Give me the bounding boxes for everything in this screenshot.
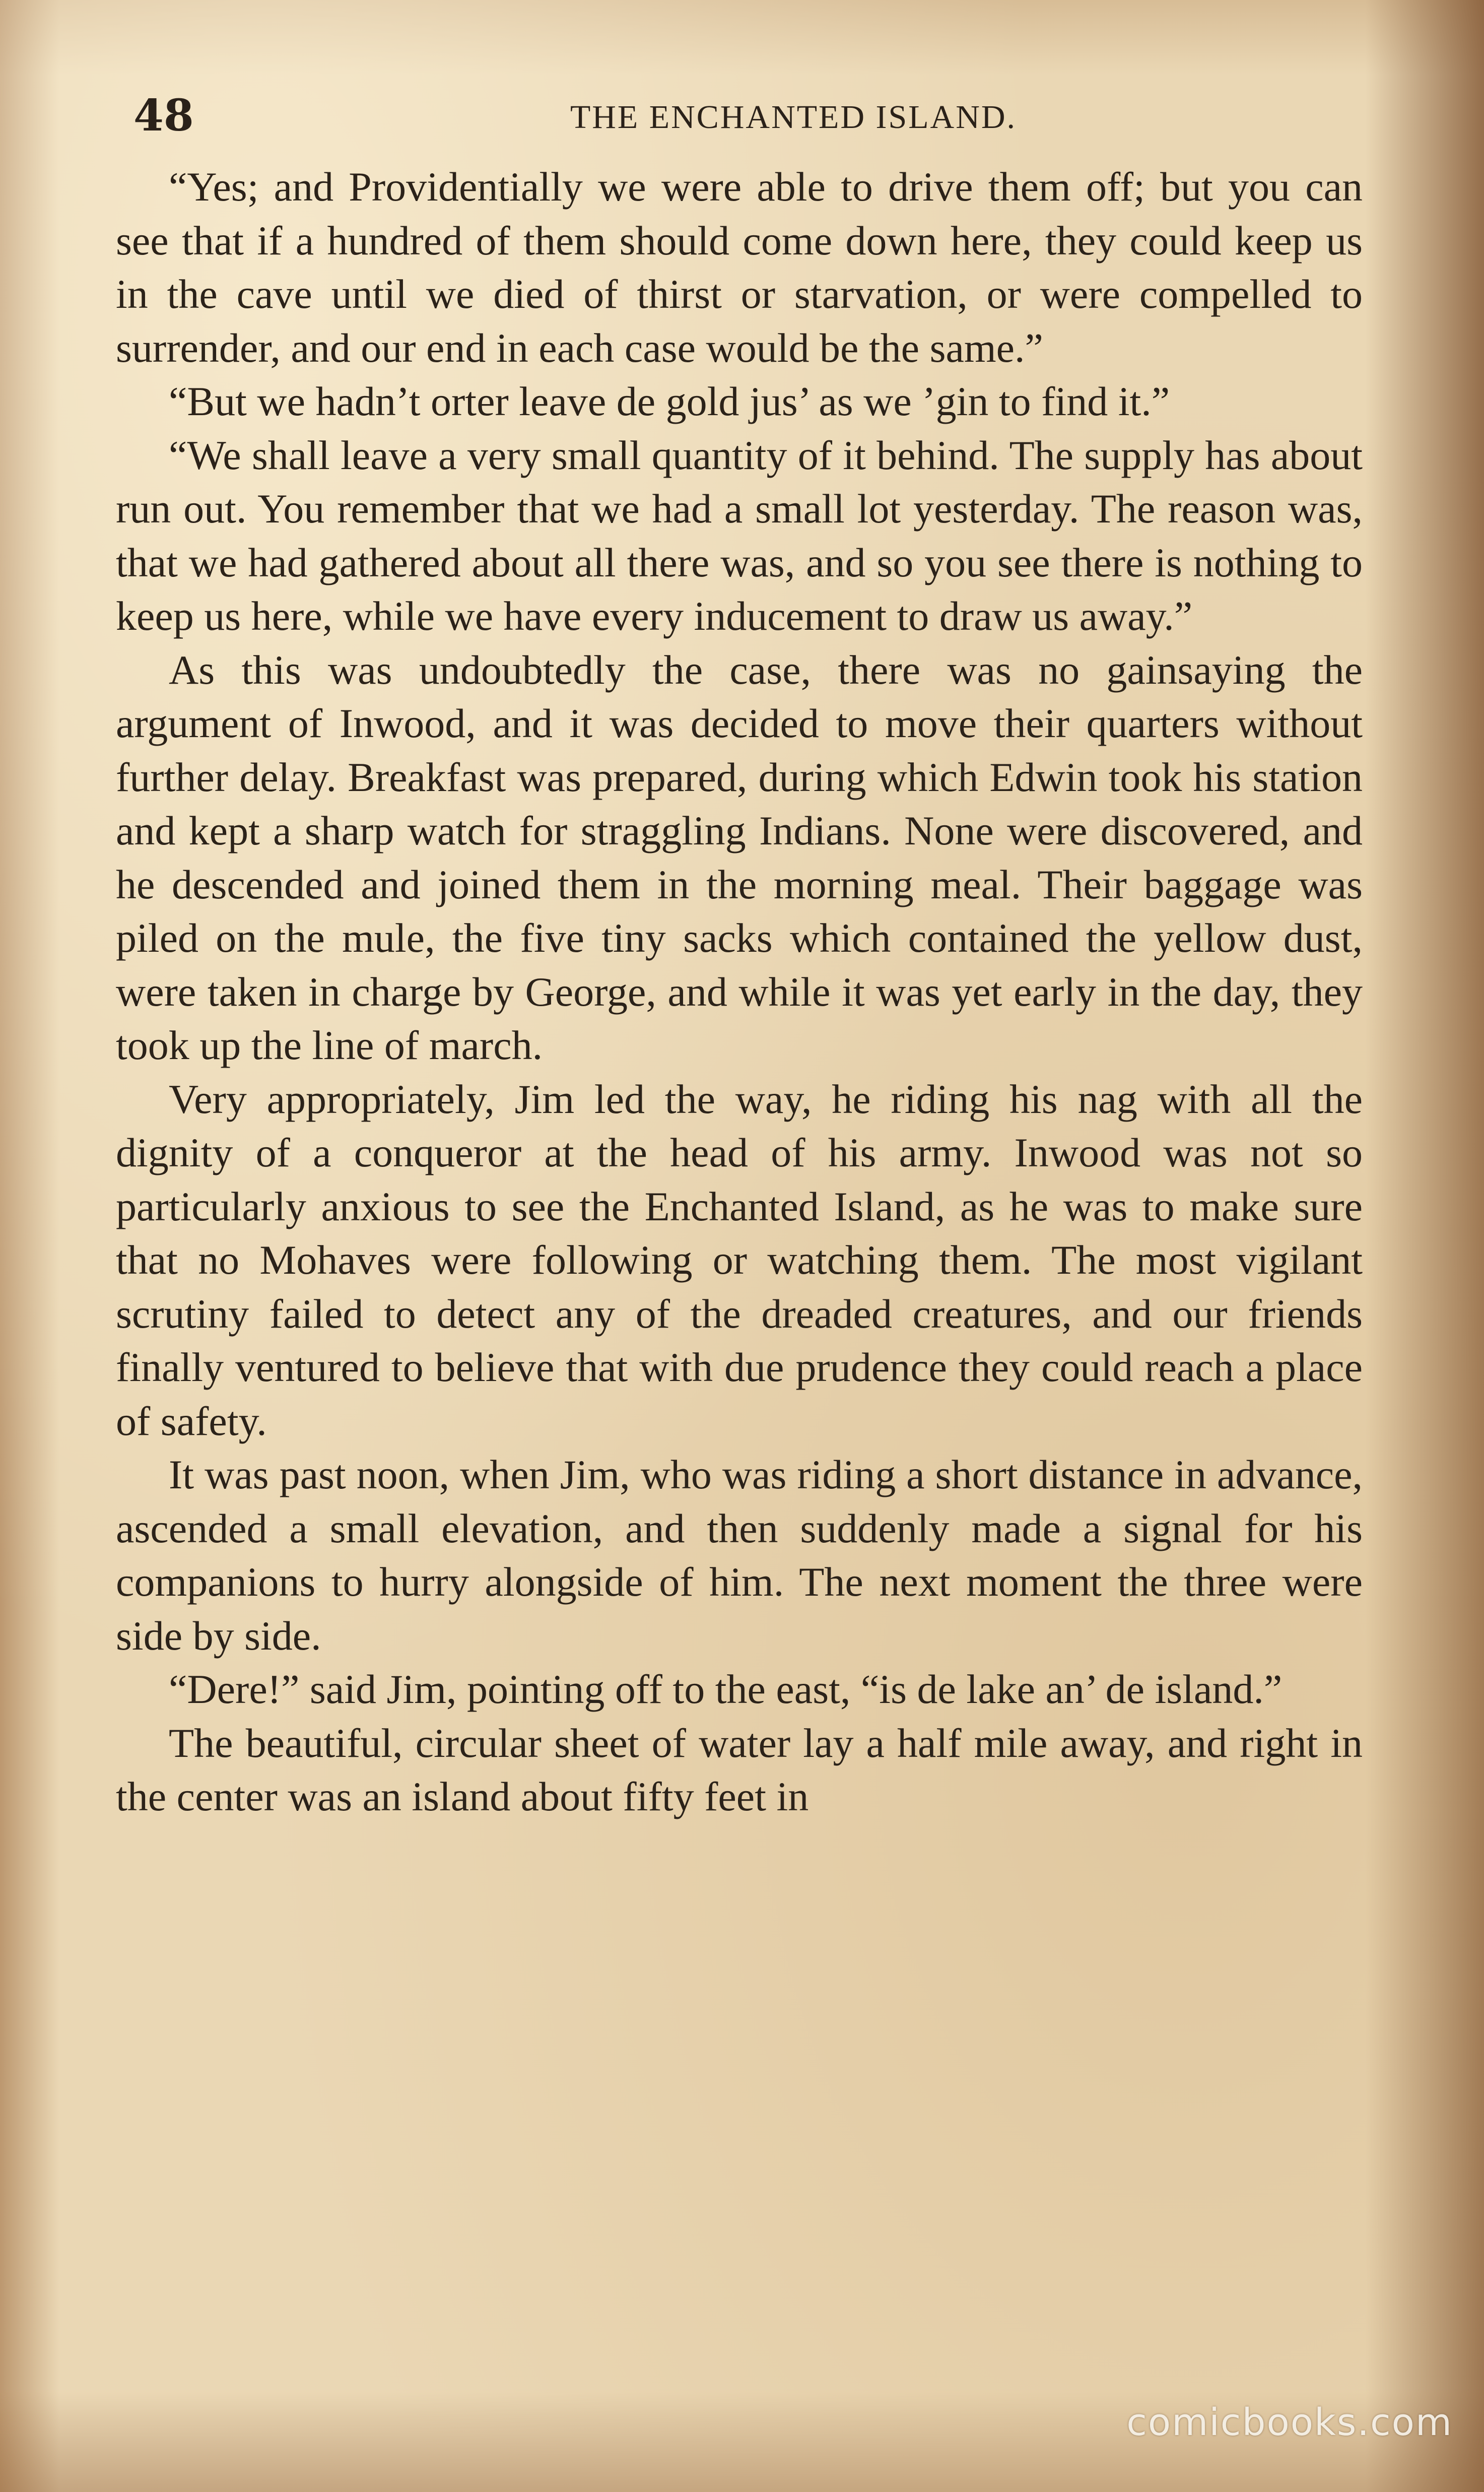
paragraph: As this was undoubtedly the case, there was no gainsaying the argument of Inwood, and it was decided to move their quarters without further delay. Breakfast was prepared, during which Edwin took his station and kept a sharp watch for straggling Indians. None were discovered, and he descended and joined them in the morning meal. Their baggage was piled on the mule, the five tiny sacks which contained the yellow dust, were taken in charge by George, and while it was yet early in the day, they took up the line of march.: [116, 646, 1363, 1068]
running-head: THE ENCHANTED ISLAND.: [570, 99, 1017, 136]
body-text: [116, 160, 1363, 1824]
paragraph: Very appropriately, Jim led the way, he riding his nag with all the dignity of a conqueror at the head of his army. Inwood was not so particularly anxious to see the Enchanted Island, as he was to make sure that no Mohaves were following or watching them. The most vigilant scrutiny failed to detect any of the dreaded creatures, and our friends finally ventured to believe that with due prudence they could reach a place of safety.: [116, 1076, 1363, 1444]
paragraph: “Yes; and Providentially we were able to drive them off; but you can see that if a hundred of them should come down here, they could keep us in the cave until we died of thirst or starvation, or were compelled to surrender, and our end in each case would be the same.”: [116, 164, 1363, 371]
page-number: 48: [133, 90, 194, 141]
paragraph: “Dere!” said Jim, pointing off to the east, “is de lake an’ de island.”: [169, 1666, 1283, 1712]
paragraph: “But we hadn’t orter leave de gold jus’ as we ’gin to find it.”: [169, 378, 1170, 424]
paragraph: “We shall leave a very small quantity of it behind. The supply has about run out. You remember that we had a small lot yesterday. The reason was, that we had gathered about all there was, and so you see there is nothing to keep us here, while we have every inducement to draw us away.”: [116, 432, 1363, 639]
watermark: comicbooks.com: [1126, 2401, 1453, 2444]
page-header: [133, 88, 1373, 144]
paragraph: It was past noon, when Jim, who was riding a short distance in advance, ascended a small elevation, and then suddenly made a signal for his companions to hurry alongside of him. The next moment the three were side by side.: [116, 1452, 1363, 1659]
paragraph: The beautiful, circular sheet of water lay a half mile away, and right in the center was an island about fifty feet in: [116, 1720, 1363, 1819]
